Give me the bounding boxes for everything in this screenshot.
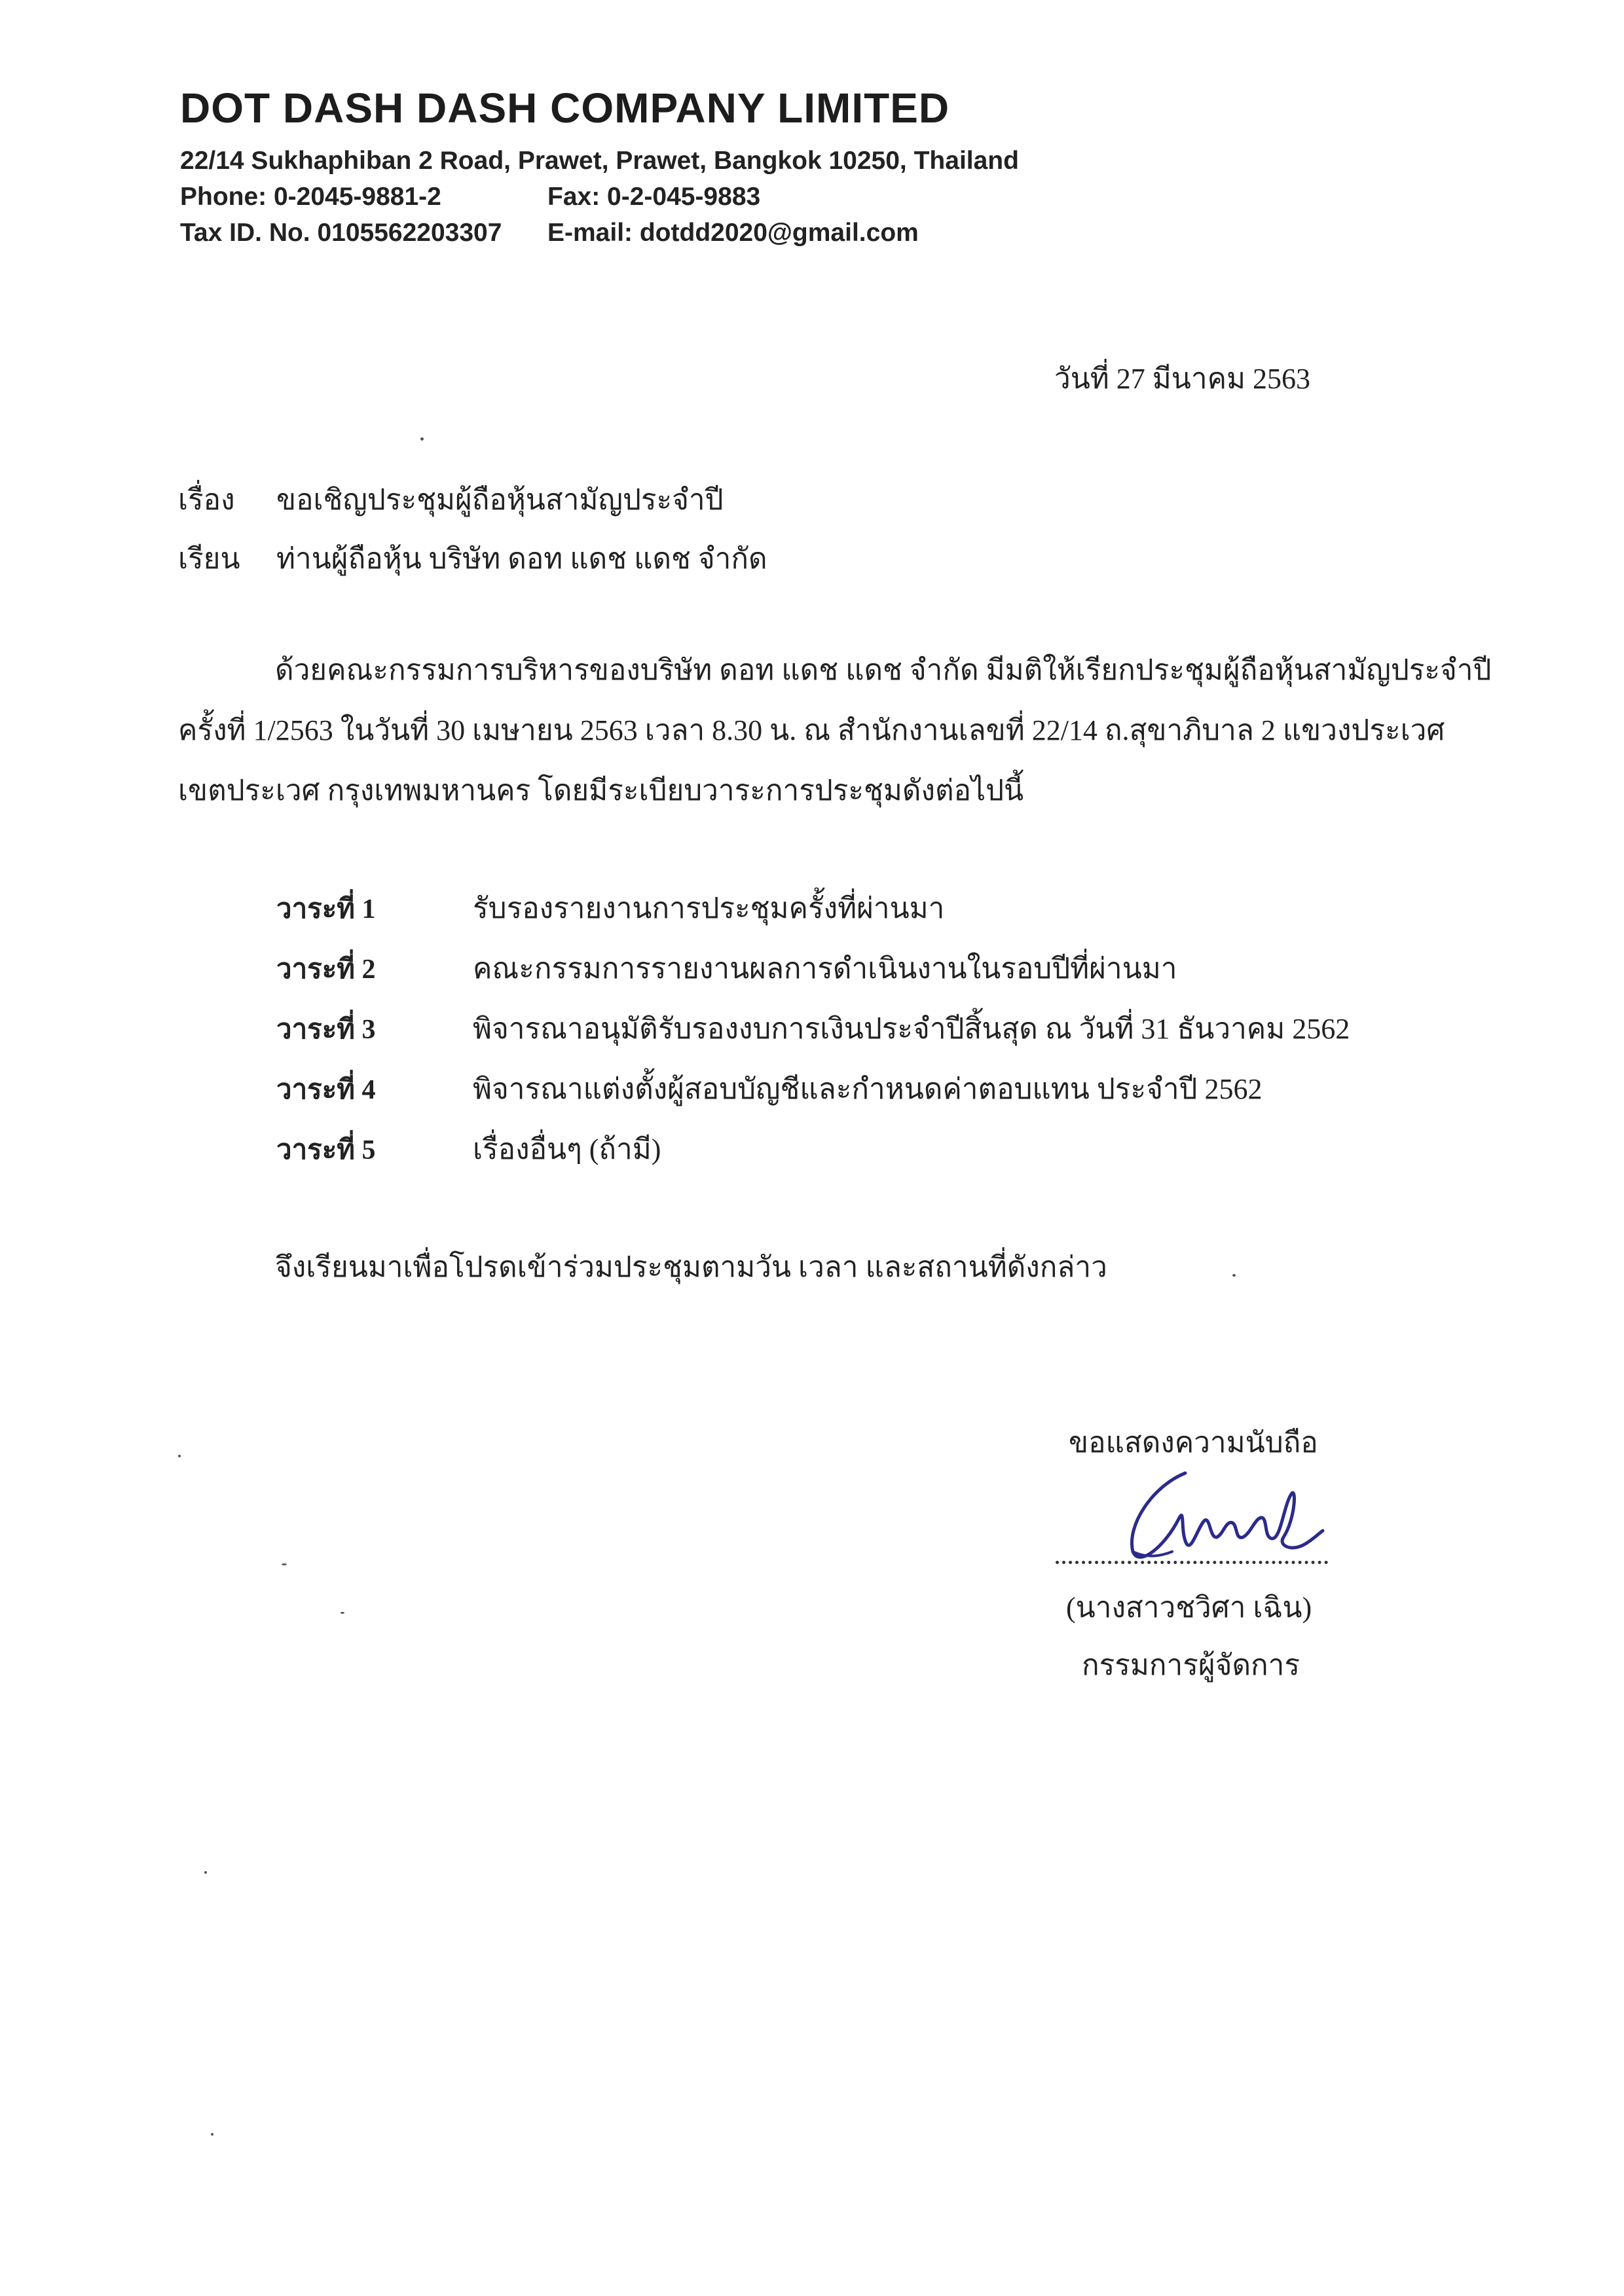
body-line: ครั้งที่ 1/2563 ในวันที่ 30 เมษายน 2563 เวลา 8.30 น. ณ สำนักงานเลขที่ 22/14 ถ.สุขาภิบาล 2 แขวงประเวศ (178, 714, 1445, 746)
closing-line: จึงเรียนมาเพื่อโปรดเข้าร่วมประชุมตามวัน เวลา และสถานที่ดังกล่าว (275, 1251, 1107, 1283)
signer-position: กรรมการผู้จัดการ (1082, 1649, 1301, 1681)
scan-speck (178, 1455, 181, 1457)
agenda-item: พิจารณาอนุมัติรับรองงบการเงินประจำปีสิ้นสุด ณ วันที่ 31 ธันวาคม 2562 (473, 1013, 1350, 1045)
agenda-number: วาระที่ 3 (276, 1015, 376, 1045)
scan-speck (341, 1612, 344, 1614)
agenda-item: รับรองรายงานการประชุมครั้งที่ผ่านมา (473, 892, 945, 924)
company-address: 22/14 Sukhaphiban 2 Road, Prawet, Prawet, Bangkok 10250, Thailand (180, 147, 1019, 175)
agenda-number: วาระที่ 1 (276, 894, 376, 924)
scan-speck (420, 437, 424, 441)
signer-name: (นางสาวชวิศา เฉิน) (1066, 1592, 1312, 1624)
recipient-label: เรียน (178, 543, 240, 575)
company-email: E-mail: dotdd2020@gmail.com (547, 219, 919, 247)
regards-line: ขอแสดงความนับถือ (1069, 1427, 1318, 1459)
agenda-item: พิจารณาแต่งตั้งผู้สอบบัญชีและกำหนดค่าตอบแทน ประจำปี 2562 (473, 1073, 1263, 1105)
body-line: ด้วยคณะกรรมการบริหารของบริษัท ดอท แดช แดช จำกัด มีมติให้เรียกประชุมผู้ถือหุ้นสามัญประจำปี (275, 654, 1492, 686)
company-fax: Fax: 0-2-045-9883 (547, 183, 761, 211)
agenda-item: คณะกรรมการรายงานผลการดำเนินงานในรอบปีที่ผ่านมา (473, 953, 1177, 985)
subject-text: ขอเชิญประชุมผู้ถือหุ้นสามัญประจำปี (276, 484, 724, 516)
scan-speck (1232, 1274, 1236, 1277)
scan-speck (211, 2133, 213, 2136)
agenda-number: วาระที่ 2 (276, 955, 376, 985)
company-phone: Phone: 0-2045-9881-2 (180, 183, 441, 211)
recipient-text: ท่านผู้ถือหุ้น บริษัท ดอท แดช แดช จำกัด (276, 543, 767, 575)
signature-image (1107, 1460, 1329, 1571)
company-tax-id: Tax ID. No. 0105562203307 (180, 219, 502, 247)
letter-date: วันที่ 27 มีนาคม 2563 (1054, 363, 1311, 395)
company-name: DOT DASH DASH COMPANY LIMITED (180, 84, 950, 132)
body-line: เขตประเวศ กรุงเทพมหานคร โดยมีระเบียบวาระการประชุมดังต่อไปนี้ (178, 774, 1024, 807)
subject-label: เรื่อง (178, 484, 235, 516)
scan-speck (282, 1563, 287, 1565)
agenda-number: วาระที่ 4 (276, 1075, 376, 1105)
scan-speck (204, 1871, 207, 1874)
agenda-item: เรื่องอื่นๆ (ถ้ามี) (473, 1133, 661, 1165)
signature-line (1056, 1561, 1328, 1564)
agenda-number: วาระที่ 5 (276, 1135, 376, 1165)
